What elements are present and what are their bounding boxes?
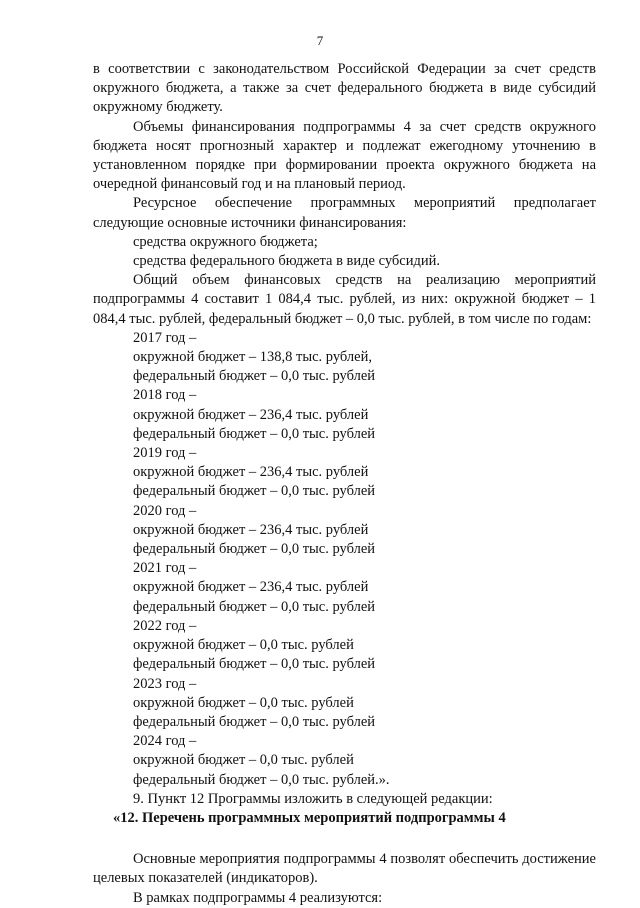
year-label: 2023 год – <box>133 675 197 692</box>
regional-budget-line: окружной бюджет – 236,4 тыс. рублей <box>133 464 369 481</box>
page-number: 7 <box>316 33 324 48</box>
item-9-amendment: 9. Пункт 12 Программы изложить в следующей редакции: <box>133 790 493 807</box>
year-block <box>93 732 596 790</box>
year-label: 2021 год – <box>133 560 197 577</box>
year-list <box>93 329 596 790</box>
paragraph-legislation: в соответствии с законодательством Российской Федерации за счет средств окружного бюджета, а также за счет федерального бюджета в виде субсидий окружному бюджету. <box>93 61 596 116</box>
paragraph-financing-volumes: Объемы финансирования подпрограммы 4 за счет средств окружного бюджета носят прогнозный характер и подлежат ежегодному уточнению в установленном порядке при формировании проекта окружного бюджета на очередной финансовый год и на плановый период. <box>93 118 596 193</box>
year-block <box>93 675 596 733</box>
paragraph-implemented: В рамках подпрограммы 4 реализуются: <box>133 889 383 906</box>
regional-budget-line: окружной бюджет – 0,0 тыс. рублей <box>133 752 354 769</box>
paragraph-resource-provision: Ресурсное обеспечение программных мероприятий предполагает следующие основные источники финансирования: <box>93 195 596 231</box>
year-block <box>93 502 596 560</box>
regional-budget-line: окружной бюджет – 236,4 тыс. рублей <box>133 406 369 423</box>
spacer <box>93 828 596 850</box>
federal-budget-line: федеральный бюджет – 0,0 тыс. рублей <box>133 598 376 615</box>
regional-budget-line: окружной бюджет – 0,0 тыс. рублей <box>133 637 354 654</box>
year-block <box>93 617 596 675</box>
regional-budget-line: окружной бюджет – 138,8 тыс. рублей, <box>133 349 372 366</box>
year-label: 2022 год – <box>133 617 197 634</box>
year-block <box>93 329 596 387</box>
federal-budget-line: федеральный бюджет – 0,0 тыс. рублей.». <box>133 771 390 788</box>
year-label: 2020 год – <box>133 502 197 519</box>
federal-budget-line: федеральный бюджет – 0,0 тыс. рублей <box>133 713 376 730</box>
source-regional-budget: средства окружного бюджета; <box>133 233 318 250</box>
year-block <box>93 386 596 444</box>
federal-budget-line: федеральный бюджет – 0,0 тыс. рублей <box>133 541 376 558</box>
year-label: 2017 год – <box>133 329 197 346</box>
regional-budget-line: окружной бюджет – 236,4 тыс. рублей <box>133 521 369 538</box>
year-label: 2018 год – <box>133 387 197 404</box>
year-block <box>93 444 596 502</box>
year-block <box>93 559 596 617</box>
year-label: 2024 год – <box>133 733 197 750</box>
federal-budget-line: федеральный бюджет – 0,0 тыс. рублей <box>133 368 376 385</box>
federal-budget-line: федеральный бюджет – 0,0 тыс. рублей <box>133 425 376 442</box>
regional-budget-line: окружной бюджет – 0,0 тыс. рублей <box>133 694 354 711</box>
federal-budget-line: федеральный бюджет – 0,0 тыс. рублей <box>133 483 376 500</box>
document-body <box>93 60 596 908</box>
regional-budget-line: окружной бюджет – 236,4 тыс. рублей <box>133 579 369 596</box>
source-federal-budget: средства федерального бюджета в виде субсидий. <box>133 253 440 270</box>
year-label: 2019 год – <box>133 445 197 462</box>
federal-budget-line: федеральный бюджет – 0,0 тыс. рублей <box>133 656 376 673</box>
paragraph-total-volume: Общий объем финансовых средств на реализацию мероприятий подпрограммы 4 составит 1 084,4 тыс. рублей, из них: окружной бюджет – 1 084,4 тыс. рублей, федеральный бюджет – 0,0 тыс. рублей, в том числе по годам: <box>93 272 596 327</box>
paragraph-main-measures: Основные мероприятия подпрограммы 4 позволят обеспечить достижение целевых показателей (индикаторов). <box>93 851 596 887</box>
section-heading: «12. Перечень программных мероприятий подпрограммы 4 <box>113 809 506 826</box>
